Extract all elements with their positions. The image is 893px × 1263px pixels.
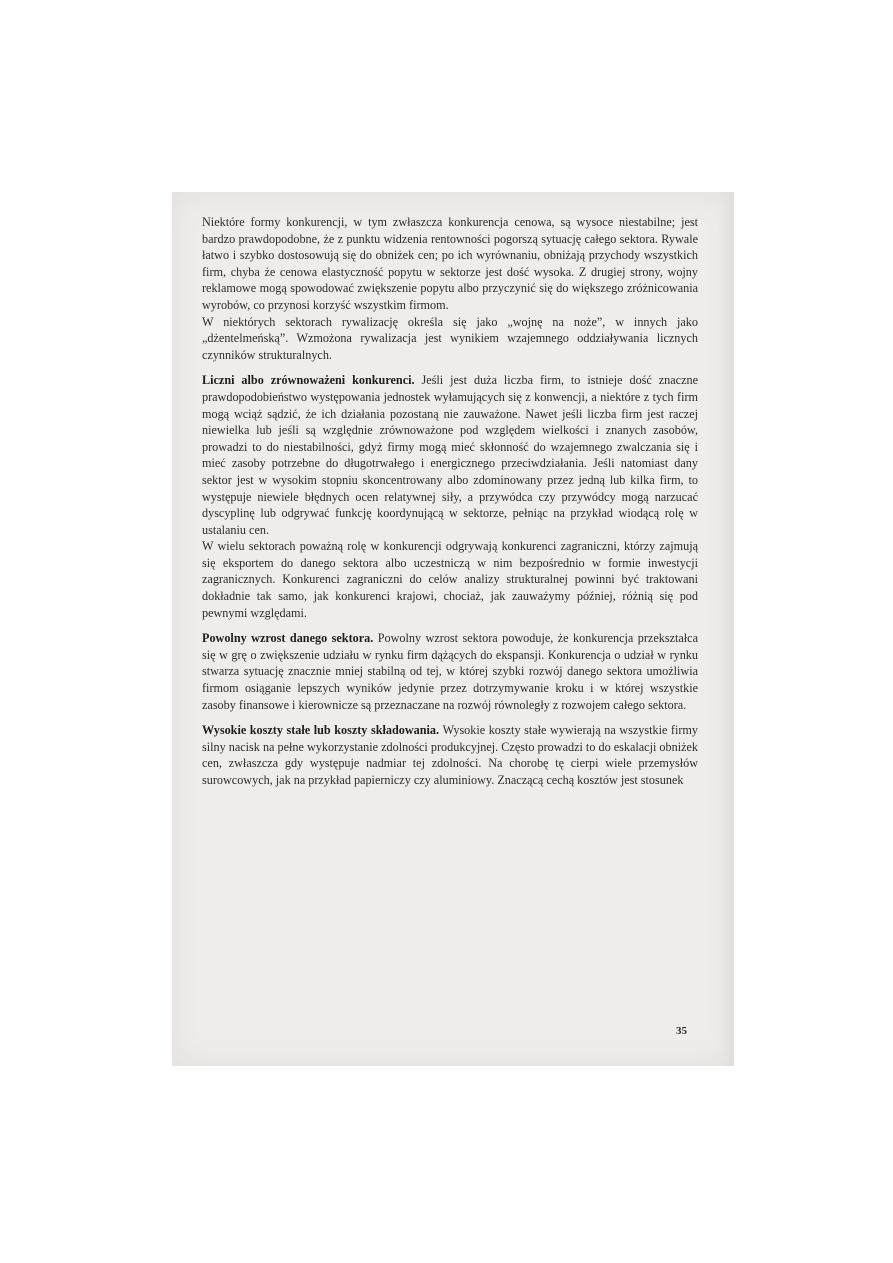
section-heading: Powolny wzrost danego sektora.: [202, 631, 378, 646]
paragraph-text: Wysokie koszty stałe wywierają na wszystkie firmy silny nacisk na pełne wykorzystanie zdolności produkcyjnej. Często prowadzi to do eskalacji obniżek cen, zwłaszcza gdy występuje nadmiar tej zdolności. Na chorobę tę cierpi wiele przemysłów surowcowych, jak na przykład papierniczy czy aluminiowy. Znaczącą cechą kosztów jest stosunek: [202, 723, 698, 787]
paragraph-text: W niektórych sektorach rywalizację określa się jako „wojnę na noże”, w innych jako „dżentelmeńską”. Wzmożona rywalizacja jest wynikiem wzajemnego oddziaływania licznych czynników strukturalnych.: [202, 314, 698, 362]
paragraph-foreign-competitors: [202, 538, 698, 621]
paragraph-price-competition: [202, 214, 698, 314]
section-numerous-competitors: [202, 372, 698, 538]
section-high-fixed-costs: [202, 722, 698, 788]
body-text: [202, 214, 698, 789]
paragraph-text: W wielu sektorach poważną rolę w konkurencji odgrywają konkurenci zagraniczni, którzy zajmują się eksportem do danego sektora albo uczestniczą w nim bezpośrednio w formie inwestycji zagranicznych. Konkurenci zagraniczni do celów analizy strukturalnej powinni być traktowani dokładnie tak samo, jak konkurenci krajowi, chociaż, jak zauważymy później, różnią się pod pewnymi względami.: [202, 539, 698, 620]
section-heading: Wysokie koszty stałe lub koszty składowania.: [202, 723, 443, 738]
page-number: 35: [676, 1025, 687, 1037]
paragraph-text: Jeśli jest duża liczba firm, to istnieje dość znaczne prawdopodobieństwo występowania jednostek wyłamujących się z konwencji, a niektóre z tych firm mogą wciąż sądzić, że ich działania pozostaną nie zauważone. Nawet jeśli liczba firm jest raczej niewielka lub jeśli są względnie zrównoważone pod względem wielkości i znanych zasobów, prowadzi to do niestabilności, gdyż firmy mogą mieć skłonność do wzajemnego zwalczania się i mieć zasoby potrzebne do długotrwałego i energicznego przeciwdziałania. Jeśli natomiast dany sektor jest w wysokim stopniu skoncentrowany albo zdominowany przez jedną lub kilka firm, to występuje niewiele błędnych ocen relatywnej siły, a przywódca czy przywódcy mogą narzucać dyscyplinę lub odgrywać funkcję koordynującą w sektorze, pełniąc na przykład wiodącą rolę w ustalaniu cen.: [202, 373, 698, 537]
paragraph-text: Niektóre formy konkurencji, w tym zwłaszcza konkurencja cenowa, są wysoce niestabilne; jest bardzo prawdopodobne, że z punktu widzenia rentowności pogorszą sytuację całego sektora. Rywale łatwo i szybko dostosowują się do obniżek cen; po ich wyrównaniu, obniżają przychody wszystkich firm, chyba że cenowa elastyczność popytu w sektorze jest dość wysoka. Z drugiej strony, wojny reklamowe mogą spowodować zwiększenie popytu albo przyczynić się do większego zróżnicowania wyrobów, co przynosi korzyść wszystkim firmom.: [202, 215, 698, 312]
paragraph-rivalry-types: [202, 314, 698, 364]
section-slow-growth: [202, 630, 698, 713]
paragraph-text: Powolny wzrost sektora powoduje, że konkurencja przekształca się w grę o zwiększenie udziału w rynku firm dążących do ekspansji. Konkurencja o udział w rynku stwarza sytuację znacznie mniej stabilną od tej, w której szybki rozwój danego sektora umożliwia firmom osiąganie lepszych wyników jedynie przez dotrzymywanie kroku i w której wszystkie zasoby finansowe i kierownicze są przeznaczane na rozwój równoległy z rozwojem całego sektora.: [202, 631, 698, 712]
section-heading: Liczni albo zrównoważeni konkurenci.: [202, 373, 422, 388]
